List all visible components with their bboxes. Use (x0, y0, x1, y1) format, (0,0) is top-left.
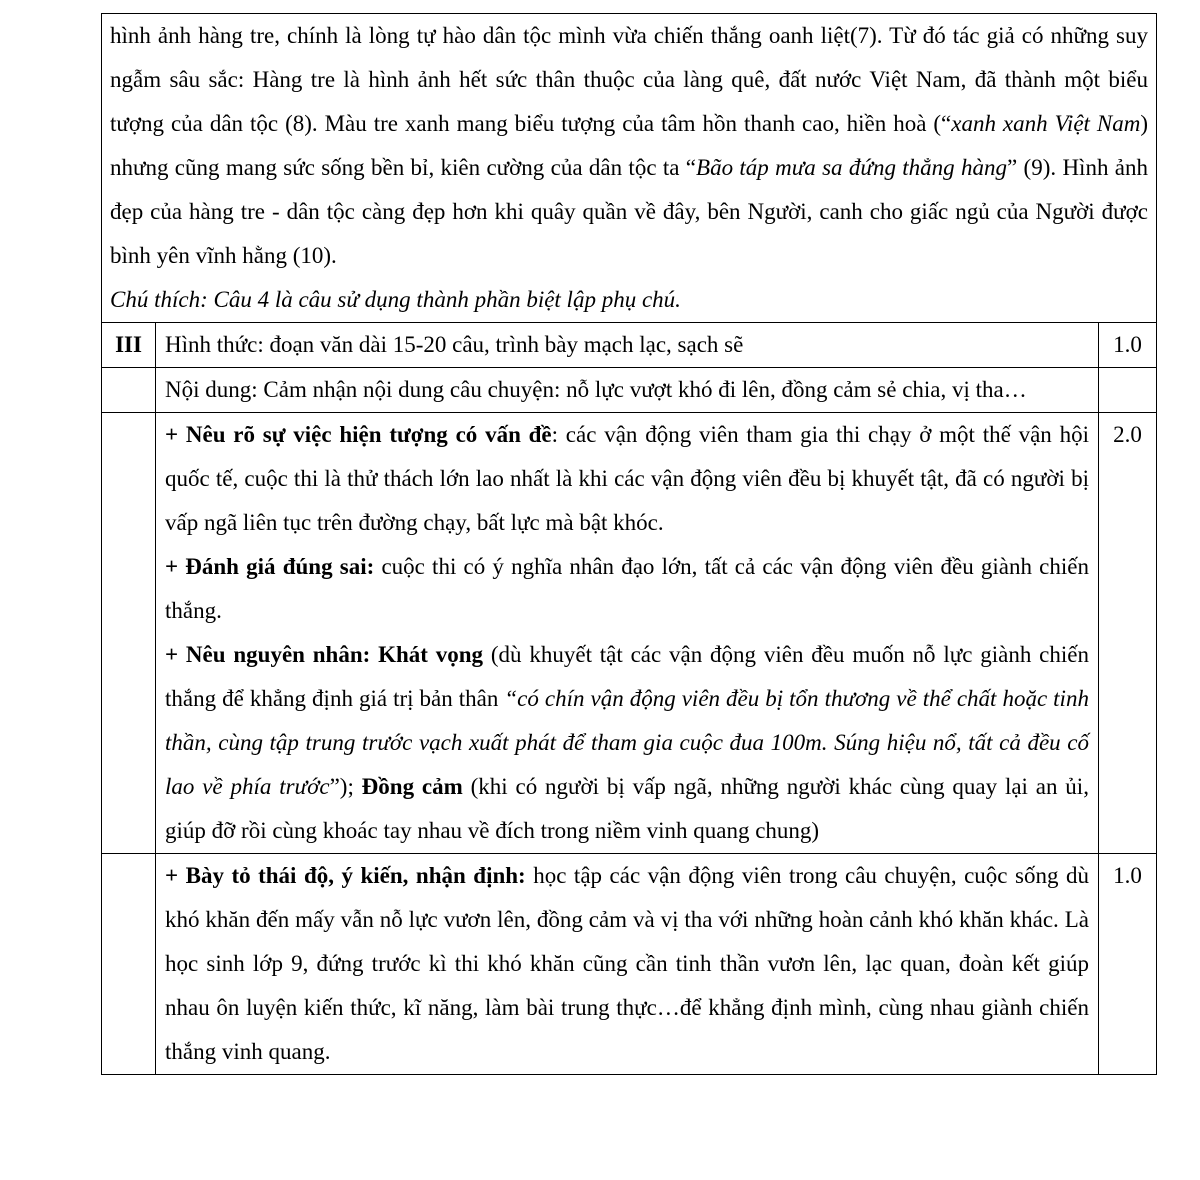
continuation-paragraph (110, 14, 1148, 278)
answer-key-table (101, 13, 1157, 1075)
empty-number-cell (102, 854, 156, 1075)
content-criteria: Nội dung: Cảm nhận nội dung câu chuyện: nỗ lực vượt khó đi lên, đồng cảm sẻ chia, vị tha… (156, 368, 1099, 413)
table-row-continuation (102, 14, 1157, 323)
point-evaluation (165, 545, 1089, 633)
quote-italic: xanh xanh Việt Nam (951, 111, 1141, 136)
note-text: Chú thích: Câu 4 là câu sử dụng thành phần biệt lập phụ chú. (110, 287, 681, 312)
points-cell (156, 413, 1099, 854)
point-text: ”); (329, 774, 362, 799)
paragraph-text: ) nhưng cũng mang sức sống bền bỉ, kiên cường của dân tộc ta “ (110, 111, 1148, 180)
point-issue (165, 413, 1089, 545)
point-label: + Nêu nguyên nhân: Khát vọng (165, 642, 484, 667)
opinion-score: 1.0 (1098, 854, 1156, 1075)
point-label: + Bày tỏ thái độ, ý kiến, nhận định: (165, 863, 526, 888)
point-cause (165, 633, 1089, 853)
empty-number-cell (102, 368, 156, 413)
paragraph-text: ” (9). Hình ảnh đẹp của hàng tre - dân tộc càng đẹp hơn khi quây quần về đây, bên Người, canh cho giấc ngủ của Người được bình yên vĩnh hằng (10). (110, 155, 1148, 268)
point-text: học tập các vận động viên trong câu chuyện, cuộc sống dù khó khăn đến mấy vẫn nỗ lực vươn lên, đồng cảm và vị tha với những hoàn cảnh khó khăn khác. Là học sinh lớp 9, đứng trước kì thi khó khăn cũng cần tinh thần vươn lên, lạc quan, đoàn kết giúp nhau ôn luyện kiến thức, kĩ năng, làm bài trung thực…để khẳng định mình, cùng nhau giành chiến thắng vinh quang. (165, 863, 1089, 1064)
empty-score-cell (1098, 368, 1156, 413)
table-row-opinion (102, 854, 1157, 1075)
point-label: Đồng cảm (361, 774, 463, 799)
quote-italic: Bão táp mưa sa đứng thẳng hàng (696, 155, 1007, 180)
continuation-cell (102, 14, 1157, 323)
point-text: (khi có người bị vấp ngã, những người khác cùng quay lại an ủi, giúp đỡ rồi cùng khoác tay nhau về đích trong niềm vinh quang chung) (165, 774, 1089, 843)
point-text: (dù khuyết tật các vận động viên đều muốn nỗ lực giành chiến thắng để khẳng định giá trị bản thân (165, 642, 1089, 711)
point-label: + Đánh giá đúng sai: (165, 554, 375, 579)
quote-italic: “có chín vận động viên đều bị tổn thương về thể chất hoặc tinh thần, cùng tập trung trước vạch xuất phát để tham gia cuộc đua 100m. Súng hiệu nổ, tất cả đều cố lao về phía trước (165, 686, 1089, 799)
point-opinion (165, 854, 1089, 1074)
points-score: 2.0 (1098, 413, 1156, 854)
point-text: : các vận động viên tham gia thi chạy ở một thế vận hội quốc tế, cuộc thi là thử thách lớn lao nhất là khi các vận động viên đều bị khuyết tật, đã có người bị vấp ngã liên tục trên đường chạy, bất lực mà bật khóc. (165, 422, 1089, 535)
point-text: cuộc thi có ý nghĩa nhân đạo lớn, tất cả các vận động viên đều giành chiến thắng. (165, 554, 1089, 623)
point-label: + Nêu rõ sự việc hiện tượng có vấn đề (165, 422, 552, 447)
table-row-content (102, 368, 1157, 413)
note-paragraph (110, 278, 1148, 322)
paragraph-text: hình ảnh hàng tre, chính là lòng tự hào dân tộc mình vừa chiến thắng oanh liệt(7). Từ đó tác giả có những suy ngẫm sâu sắc: Hàng tre là hình ảnh hết sức thân thuộc của làng quê, đất nước Việt Nam, đã thành một biểu tượng của dân tộc (8). Màu tre xanh mang biểu tượng của tâm hồn thanh cao, hiền hoà (“ (110, 23, 1148, 136)
empty-number-cell (102, 413, 156, 854)
form-score: 1.0 (1098, 323, 1156, 368)
form-criteria: Hình thức: đoạn văn dài 15-20 câu, trình bày mạch lạc, sạch sẽ (156, 323, 1099, 368)
section-number: III (102, 323, 156, 368)
table-row-form (102, 323, 1157, 368)
opinion-cell (156, 854, 1099, 1075)
table-row-points (102, 413, 1157, 854)
